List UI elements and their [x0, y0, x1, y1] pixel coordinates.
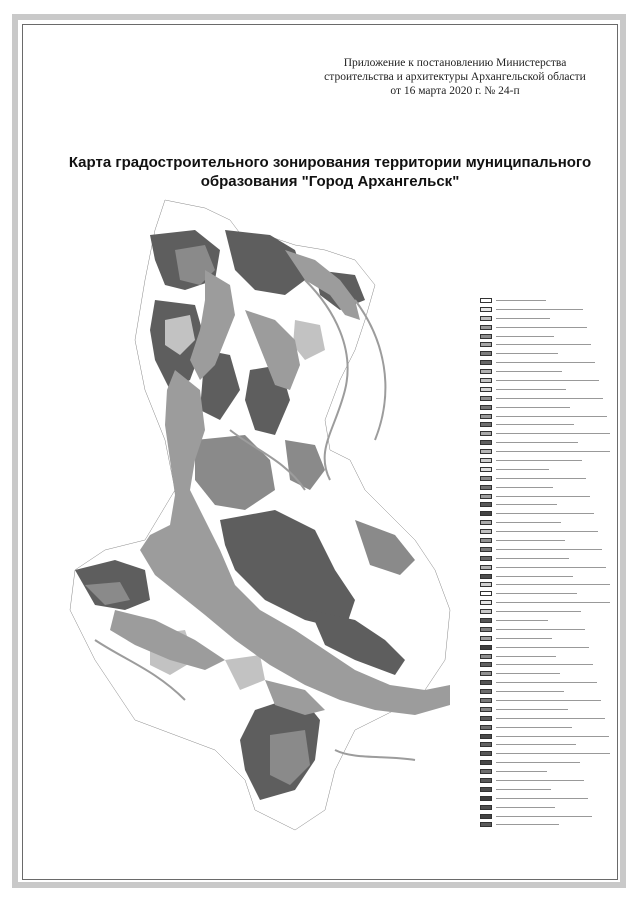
legend-item [480, 767, 610, 776]
legend-label-line [496, 709, 568, 710]
legend-swatch [480, 431, 492, 436]
legend-swatch [480, 645, 492, 650]
legend-item [480, 803, 610, 812]
legend-swatch [480, 822, 492, 827]
legend-swatch [480, 698, 492, 703]
legend-swatch [480, 751, 492, 756]
legend-swatch [480, 494, 492, 499]
legend-swatch [480, 805, 492, 810]
legend-item [480, 794, 610, 803]
legend-label-line [496, 522, 561, 523]
legend-label-line [496, 602, 610, 603]
legend-swatch [480, 689, 492, 694]
legend-label-line [496, 416, 607, 417]
legend-item [480, 305, 610, 314]
legend-swatch [480, 671, 492, 676]
legend-swatch [480, 787, 492, 792]
legend-swatch [480, 582, 492, 587]
legend-item [480, 678, 610, 687]
legend-label-line [496, 398, 603, 399]
legend-label-line [496, 300, 546, 301]
legend-item [480, 714, 610, 723]
zoning-map [55, 190, 460, 850]
legend-swatch [480, 529, 492, 534]
legend-item [480, 598, 610, 607]
legend-label-line [496, 478, 586, 479]
legend-swatch [480, 396, 492, 401]
legend-swatch [480, 485, 492, 490]
legend-item [480, 776, 610, 785]
legend-swatch [480, 716, 492, 721]
legend-swatch [480, 307, 492, 312]
legend-label-line [496, 362, 595, 363]
legend-item [480, 758, 610, 767]
legend-item [480, 492, 610, 501]
legend-label-line [496, 496, 590, 497]
legend-label-line [496, 327, 587, 328]
legend-label-line [496, 460, 582, 461]
legend-item [480, 429, 610, 438]
legend-swatch [480, 334, 492, 339]
legend-item [480, 536, 610, 545]
legend-item [480, 332, 610, 341]
legend-label-line [496, 753, 610, 754]
legend-item [480, 376, 610, 385]
legend-label-line [496, 789, 551, 790]
legend-swatch [480, 316, 492, 321]
legend-swatch [480, 351, 492, 356]
legend-item [480, 545, 610, 554]
legend-swatch [480, 342, 492, 347]
legend-swatch [480, 405, 492, 410]
legend-label-line [496, 656, 556, 657]
legend-item [480, 563, 610, 572]
legend-label-line [496, 824, 559, 825]
legend-swatch [480, 387, 492, 392]
map-title-line: Карта градостроительного зонирования территории муниципального [68, 154, 592, 171]
legend-item [480, 581, 610, 590]
legend-swatch [480, 547, 492, 552]
legend-item [480, 518, 610, 527]
legend-swatch [480, 565, 492, 570]
legend-label-line [496, 380, 599, 381]
legend-item [480, 687, 610, 696]
legend-item [480, 821, 610, 830]
map-title-line: образования "Город Архангельск" [200, 173, 460, 190]
legend-label-line [496, 584, 610, 585]
legend-swatch [480, 440, 492, 445]
legend-label-line [496, 433, 610, 434]
legend-label-line [496, 611, 581, 612]
legend-label-line [496, 424, 574, 425]
legend-item [480, 589, 610, 598]
legend-label-line [496, 344, 591, 345]
legend-swatch [480, 556, 492, 561]
legend-swatch [480, 520, 492, 525]
legend-item [480, 572, 610, 581]
legend-label-line [496, 718, 605, 719]
legend-label-line [496, 664, 593, 665]
legend-label-line [496, 780, 584, 781]
legend-item [480, 705, 610, 714]
legend-item [480, 509, 610, 518]
legend-swatch [480, 449, 492, 454]
legend-swatch [480, 778, 492, 783]
legend-swatch [480, 502, 492, 507]
legend-item [480, 385, 610, 394]
legend-item [480, 527, 610, 536]
legend-label-line [496, 691, 564, 692]
legend-swatch [480, 422, 492, 427]
legend-swatch [480, 760, 492, 765]
legend-item [480, 474, 610, 483]
legend-item [480, 500, 610, 509]
legend-label-line [496, 576, 573, 577]
legend-swatch [480, 369, 492, 374]
legend-item [480, 749, 610, 758]
legend-label-line [496, 336, 554, 337]
legend-label-line [496, 762, 580, 763]
legend-label-line [496, 513, 594, 514]
legend-swatch [480, 707, 492, 712]
legend-swatch [480, 609, 492, 614]
legend-item [480, 669, 610, 678]
legend-item [480, 785, 610, 794]
legend-label-line [496, 771, 547, 772]
legend-label-line [496, 487, 553, 488]
legend-item [480, 420, 610, 429]
appendix-line: строительства и архитектуры Архангельской области [324, 71, 586, 83]
legend-item [480, 412, 610, 421]
appendix-note [300, 56, 610, 98]
legend-swatch [480, 298, 492, 303]
legend-label-line [496, 407, 570, 408]
legend-swatch [480, 742, 492, 747]
legend-swatch [480, 325, 492, 330]
legend-label-line [496, 727, 572, 728]
legend-swatch [480, 458, 492, 463]
legend-label-line [496, 558, 569, 559]
legend-label-line [496, 540, 565, 541]
legend-label-line [496, 442, 578, 443]
legend-swatch [480, 636, 492, 641]
legend-item [480, 652, 610, 661]
legend-label-line [496, 673, 560, 674]
map-legend [480, 296, 610, 829]
legend-label-line [496, 389, 566, 390]
legend-label-line [496, 629, 585, 630]
legend-swatch [480, 654, 492, 659]
legend-swatch [480, 725, 492, 730]
legend-swatch [480, 734, 492, 739]
legend-item [480, 394, 610, 403]
legend-swatch [480, 662, 492, 667]
legend-label-line [496, 451, 610, 452]
legend-item [480, 616, 610, 625]
legend-label-line [496, 700, 601, 701]
map-title [60, 153, 600, 191]
legend-label-line [496, 638, 552, 639]
legend-item [480, 367, 610, 376]
legend-swatch [480, 414, 492, 419]
legend-label-line [496, 318, 550, 319]
legend-item [480, 661, 610, 670]
legend-label-line [496, 620, 548, 621]
legend-item [480, 465, 610, 474]
legend-label-line [496, 504, 557, 505]
legend-item [480, 741, 610, 750]
legend-swatch [480, 574, 492, 579]
legend-item [480, 625, 610, 634]
legend-item [480, 403, 610, 412]
legend-item [480, 643, 610, 652]
legend-label-line [496, 744, 576, 745]
appendix-line: от 16 марта 2020 г. № 24-п [390, 85, 520, 97]
legend-swatch [480, 796, 492, 801]
legend-item [480, 732, 610, 741]
legend-item [480, 340, 610, 349]
legend-item [480, 349, 610, 358]
legend-label-line [496, 371, 562, 372]
legend-swatch [480, 627, 492, 632]
legend-label-line [496, 593, 577, 594]
legend-label-line [496, 531, 598, 532]
legend-item [480, 607, 610, 616]
legend-swatch [480, 538, 492, 543]
legend-item [480, 323, 610, 332]
legend-label-line [496, 736, 609, 737]
legend-swatch [480, 814, 492, 819]
legend-item [480, 438, 610, 447]
legend-label-line [496, 647, 589, 648]
legend-swatch [480, 378, 492, 383]
legend-swatch [480, 511, 492, 516]
legend-item [480, 554, 610, 563]
legend-label-line [496, 353, 558, 354]
legend-swatch [480, 600, 492, 605]
legend-swatch [480, 769, 492, 774]
legend-swatch [480, 360, 492, 365]
legend-swatch [480, 618, 492, 623]
appendix-line: Приложение к постановлению Министерства [343, 57, 567, 69]
legend-label-line [496, 816, 592, 817]
legend-label-line [496, 682, 597, 683]
legend-item [480, 358, 610, 367]
legend-item [480, 456, 610, 465]
legend-swatch [480, 476, 492, 481]
legend-item [480, 296, 610, 305]
legend-label-line [496, 798, 588, 799]
legend-item [480, 812, 610, 821]
legend-item [480, 447, 610, 456]
legend-item [480, 723, 610, 732]
legend-swatch [480, 467, 492, 472]
legend-swatch [480, 591, 492, 596]
legend-label-line [496, 807, 555, 808]
legend-item [480, 314, 610, 323]
legend-item [480, 696, 610, 705]
legend-label-line [496, 549, 602, 550]
legend-item [480, 483, 610, 492]
legend-label-line [496, 567, 606, 568]
legend-swatch [480, 680, 492, 685]
legend-label-line [496, 469, 549, 470]
legend-item [480, 634, 610, 643]
legend-label-line [496, 309, 583, 310]
